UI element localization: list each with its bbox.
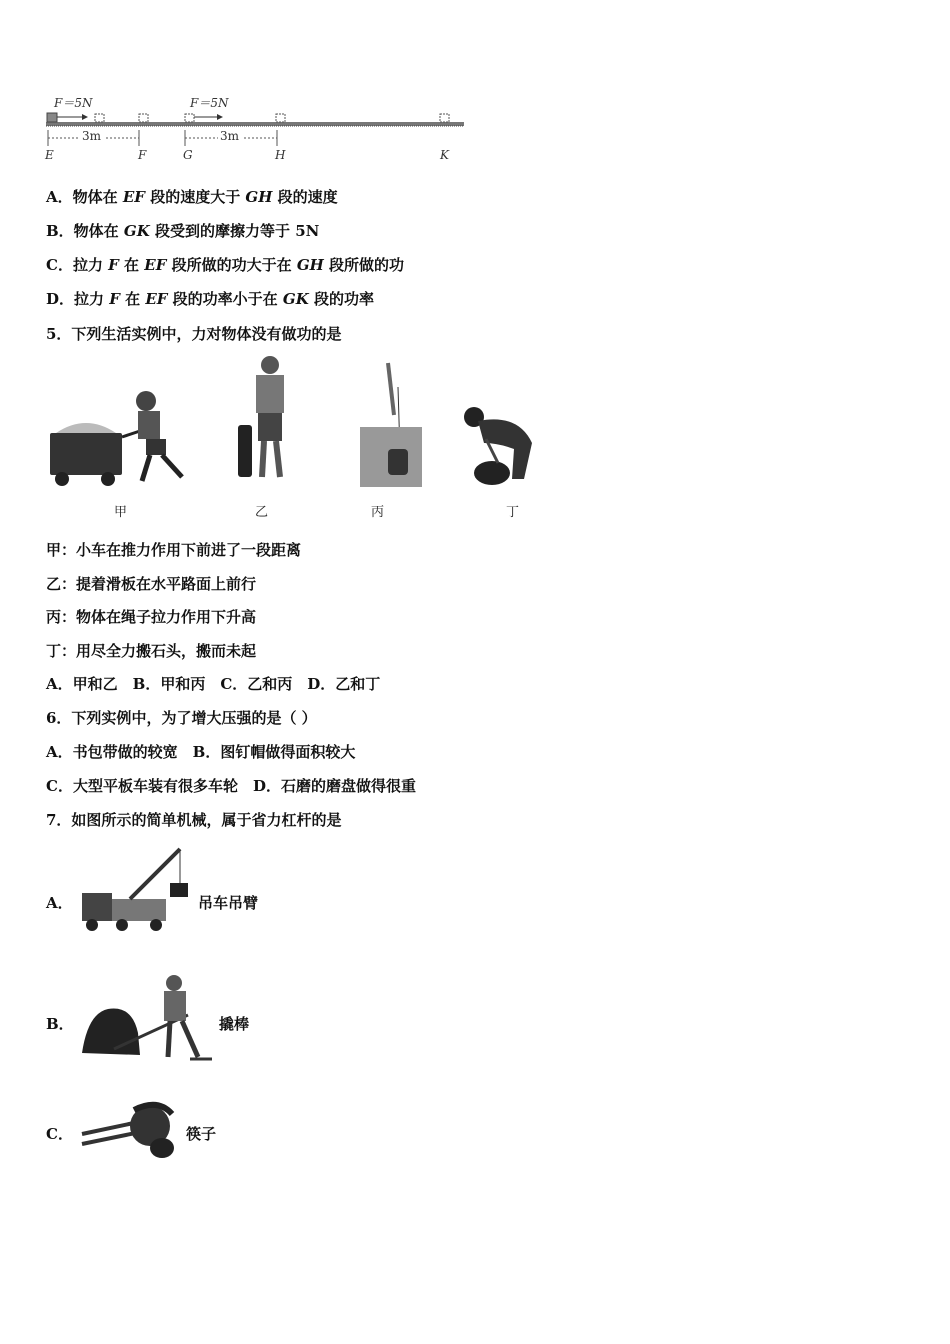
point-e: E [45,148,54,162]
q4-option-d: D．拉力 F 在 EF 段的功率小于在 GK 段的功率 [46,290,374,308]
caption-ding: 丁 [506,505,520,520]
caption-bing: 丙 [371,505,385,520]
motion-diagram [40,92,470,166]
track-svg [40,92,470,166]
q7-option-c-label: C． [46,1125,73,1143]
block-dashed [95,114,104,122]
block-dashed [276,114,285,122]
q4-option-a: A．物体在 EF 段的速度大于 GH 段的速度 [46,188,338,206]
q5-stem: 5．下列生活实例中，力对物体没有做功的是 [46,325,342,343]
q7-option-a-text: 吊车吊臂 [198,894,259,912]
q7-option-b-label: B． [46,1015,74,1033]
point-k: K [440,148,449,162]
block-dashed [139,114,148,122]
q4-option-b: B．物体在 GK 段受到的摩擦力等于 5N [46,222,320,240]
q5-options: A．甲和乙 B．甲和丙 C．乙和丙 D．乙和丁 [46,675,381,693]
force-label-1: F＝5N [54,96,93,110]
q5-statement-yi: 乙：提着滑板在水平路面上前行 [46,575,257,593]
q7-option-b-text: 撬棒 [219,1015,250,1033]
chopsticks-figure [78,1094,182,1164]
block-dashed [185,114,194,122]
block-dashed [440,114,449,122]
caption-yi: 乙 [255,505,269,520]
crowbar-figure [78,973,218,1063]
figure-carry-skateboard [234,355,304,489]
block-at-e [47,113,57,122]
q6-stem: 6．下列实例中，为了增大压强的是（ ） [46,709,317,727]
crane-figure [76,843,192,937]
point-h: H [275,148,286,162]
q4-option-c: C．拉力 F 在 EF 段所做的功大于在 GH 段所做的功 [46,256,405,274]
figure-push-cart [46,383,196,487]
q5-statement-ding: 丁：用尽全力搬石头，搬而未起 [46,642,257,660]
figure-rope-lift [358,357,428,489]
distance-label-1: 3m [82,129,102,143]
caption-jia: 甲 [114,505,128,520]
q7-option-a-label: A． [46,894,73,912]
distance-label-2: 3m [220,129,240,143]
q5-figures [46,355,546,520]
q6-options-ab: A．书包带做的较宽 B．图钉帽做得面积较大 [46,743,356,761]
q7-option-c-text: 筷子 [186,1125,217,1143]
figure-lift-rock [458,403,548,489]
track-surface [46,122,464,126]
q5-statement-bing: 丙：物体在绳子拉力作用下升高 [46,608,257,626]
q7-stem: 7．如图所示的简单机械，属于省力杠杆的是 [46,811,342,829]
point-f: F [138,148,147,162]
q5-statement-jia: 甲：小车在推力作用下前进了一段距离 [46,541,302,559]
q6-options-cd: C．大型平板车装有很多车轮 D．石磨的磨盘做得很重 [46,777,416,795]
point-g: G [183,148,193,162]
force-label-2: F＝5N [190,96,229,110]
